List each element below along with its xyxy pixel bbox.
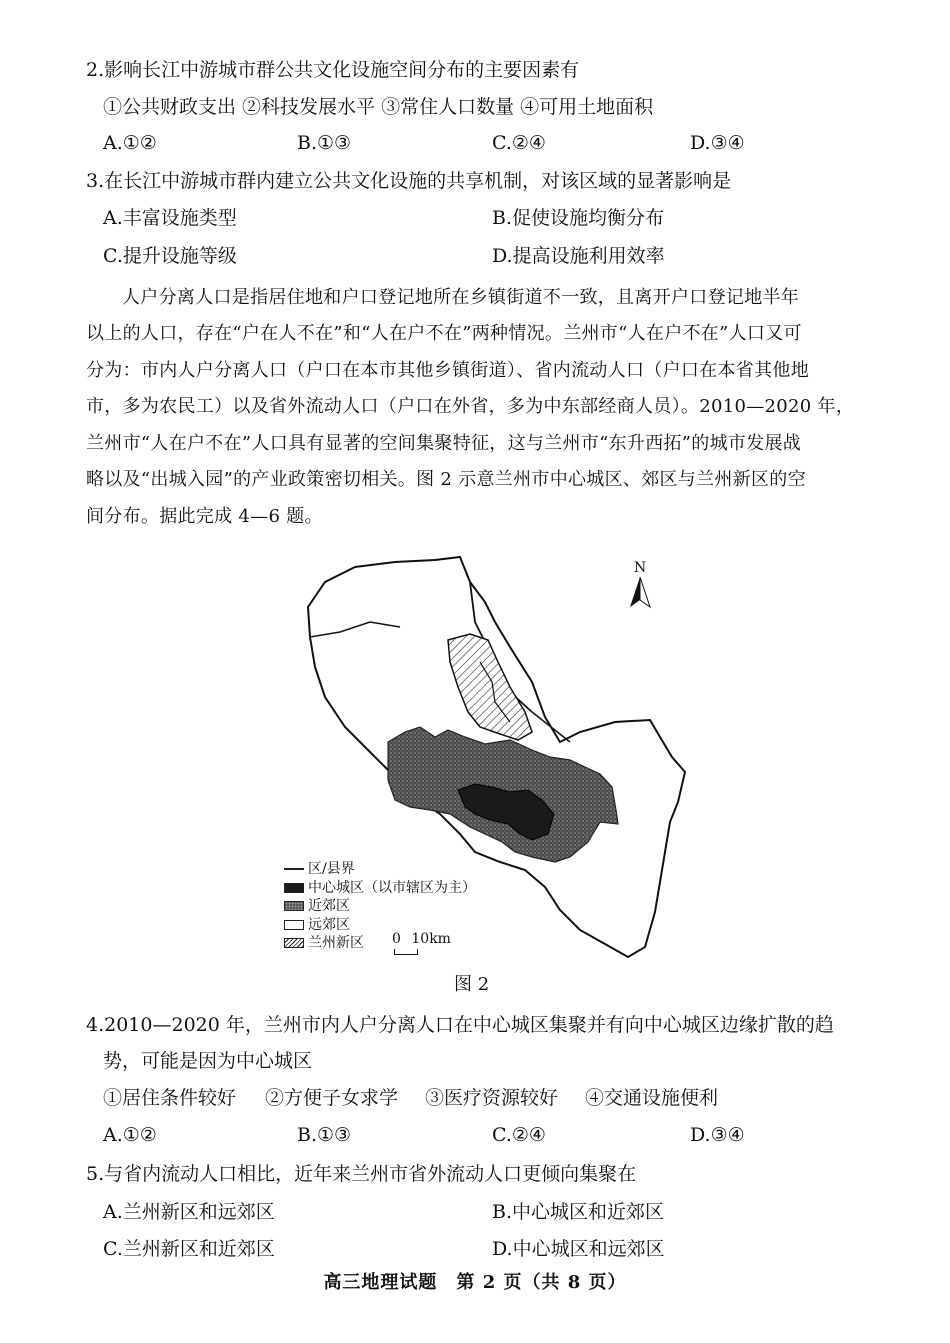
legend-near: 近郊区 (284, 897, 476, 916)
q5-option-c: C.兰州新区和近郊区 (103, 1238, 275, 1260)
passage-line-2: 以上的人口，存在“户在人不在”和“人在户不在”两种情况。兰州市“人在户不在”人口又可 (86, 323, 802, 344)
passage-line-1: 人户分离人口是指居住地和户口登记地所在乡镇街道不一致，且离开户口登记地半年 (122, 287, 800, 308)
q4-item-2: ②方便子女求学 (265, 1087, 399, 1109)
passage-line-5: 兰州市“人在户不在”人口具有显著的空间集聚特征，这与兰州市“东升西拓”的城市发展战 (86, 433, 802, 454)
q3-option-a: A.丰富设施类型 (103, 207, 237, 229)
legend-boundary: 区/县界 (284, 860, 476, 879)
scale-bar: 0 10km (392, 931, 451, 947)
passage-line-4: 市，多为农民工）以及省外流动人口（户口在外省，多为中东部经商人员）。2010—2020 年， (86, 396, 855, 417)
q5-option-b: B.中心城区和近郊区 (492, 1201, 665, 1223)
q5-stem: 5.与省内流动人口相比，近年来兰州市省外流动人口更倾向集聚在 (86, 1163, 637, 1185)
q3-option-b: B.促使设施均衡分布 (492, 207, 665, 229)
q2-stem: 2.影响长江中游城市群公共文化设施空间分布的主要因素有 (86, 59, 580, 81)
q5-option-d: D.中心城区和远郊区 (492, 1238, 665, 1260)
far-swatch-icon (284, 920, 304, 930)
boundary-line-icon (284, 868, 304, 870)
q4-item-4: ④交通设施便利 (585, 1087, 719, 1109)
q2-option-a: A.①② (103, 132, 157, 154)
q2-option-c: C.②④ (492, 132, 546, 154)
new-area-swatch-icon (284, 938, 304, 948)
near-swatch-icon (284, 901, 304, 911)
q4-option-c: C.②④ (492, 1124, 546, 1146)
passage-line-7: 间分布。据此完成 4—6 题。 (86, 506, 323, 527)
q5-option-a: A.兰州新区和远郊区 (103, 1201, 275, 1223)
q3-option-c: C.提升设施等级 (103, 245, 237, 267)
central-swatch-icon (284, 883, 304, 893)
figure-caption: 图 2 (454, 974, 490, 995)
q2-items: ①公共财政支出 ②科技发展水平 ③常住人口数量 ④可用土地面积 (103, 96, 654, 118)
q4-option-b: B.①③ (297, 1124, 352, 1146)
north-label: N (634, 560, 647, 576)
q3-stem: 3.在长江中游城市群内建立公共文化设施的共享机制，对该区域的显著影响是 (86, 170, 732, 192)
north-arrow-icon (630, 577, 650, 607)
passage-line-6: 略以及“出城入园”的产业政策密切相关。图 2 示意兰州市中心城区、郊区与兰州新区的空 (86, 469, 806, 490)
q3-option-d: D.提高设施利用效率 (492, 245, 665, 267)
passage-line-3: 分为：市内人户分离人口（户口在本市其他乡镇街道）、省内流动人口（户口在本省其他地 (86, 360, 809, 381)
q4-stem-line-2: 势，可能是因为中心城区 (103, 1050, 313, 1072)
q4-option-d: D.③④ (690, 1124, 745, 1146)
legend-new-area: 兰州新区 (284, 934, 476, 953)
legend-central: 中心城区（以市辖区为主） (284, 879, 476, 898)
q4-item-3: ③医疗资源较好 (425, 1087, 559, 1109)
q4-option-a: A.①② (103, 1124, 157, 1146)
q2-option-d: D.③④ (690, 132, 745, 154)
q4-item-1: ①居住条件较好 (103, 1087, 237, 1109)
q4-stem-line-1: 4.2010—2020 年，兰州市内人户分离人口在中心城区集聚并有向中心城区边缘扩散的趋 (86, 1014, 834, 1036)
legend-far: 远郊区 (284, 916, 476, 935)
page-footer: 高三地理试题 第 2 页（共 8 页） (323, 1272, 627, 1293)
q2-option-b: B.①③ (297, 132, 352, 154)
